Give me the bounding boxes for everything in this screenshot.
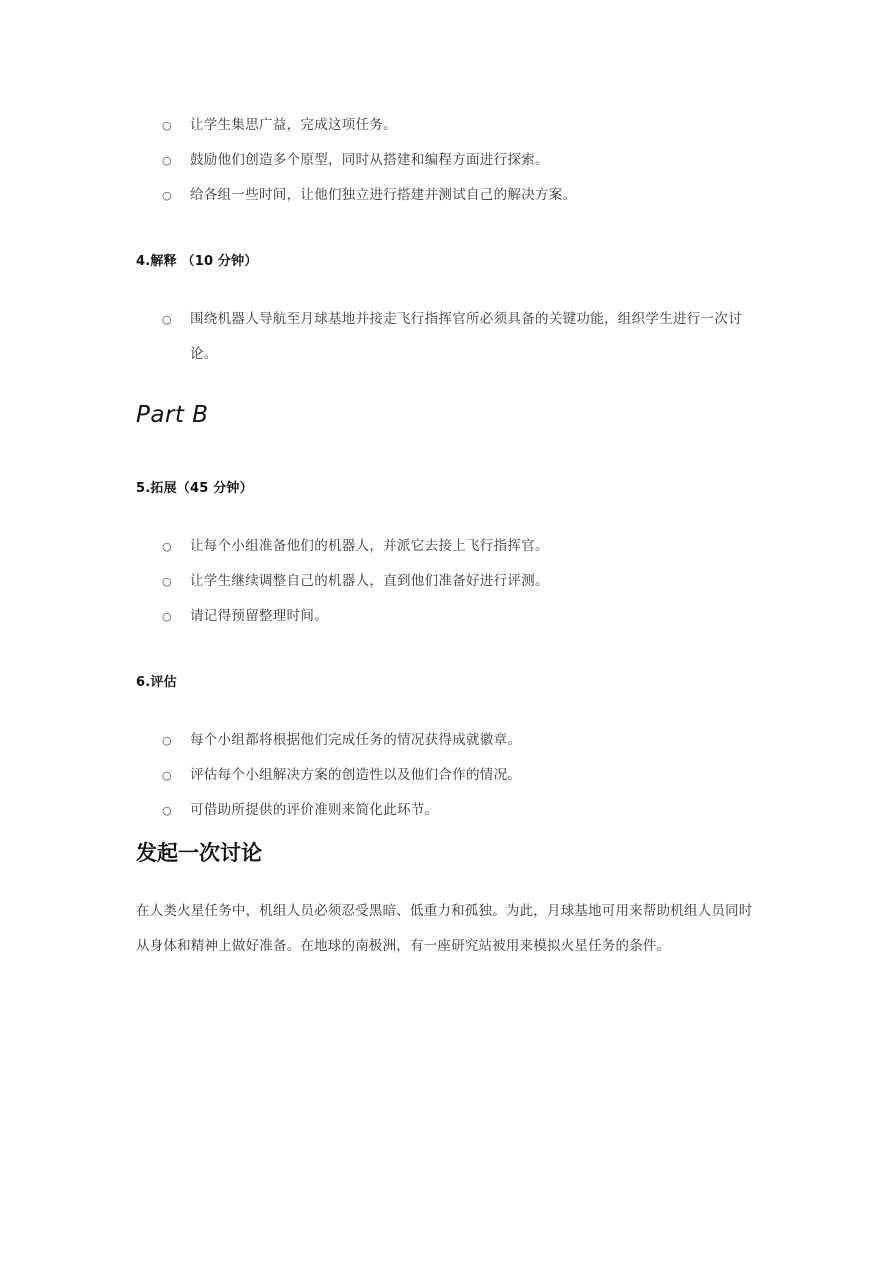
list-item [162, 529, 762, 564]
list-item [162, 302, 762, 372]
bullet-circle-icon: ○ [162, 154, 172, 167]
bullet-circle-icon: ○ [162, 540, 172, 553]
step-5-heading: 5.拓展（45 分钟） [136, 481, 253, 496]
bullet-circle-icon: ○ [162, 575, 172, 588]
bullet-circle-icon: ○ [162, 313, 172, 326]
discussion-heading: 发起一次讨论 [136, 841, 262, 865]
list-item-text: 让每个小组准备他们的机器人，并派它去接上飞行指挥官。 [190, 538, 549, 554]
list-item-text: 请记得预留整理时间。 [190, 608, 328, 624]
bullet-circle-icon: ○ [162, 804, 172, 817]
list-item [162, 564, 762, 599]
list-item [162, 793, 762, 828]
list-item [162, 143, 762, 178]
bullet-circle-icon: ○ [162, 769, 172, 782]
list-item-text: 让学生继续调整自己的机器人，直到他们准备好进行评测。 [190, 573, 549, 589]
bullet-circle-icon: ○ [162, 119, 172, 132]
list-item-text: 鼓励他们创造多个原型，同时从搭建和编程方面进行探索。 [190, 152, 549, 168]
bullet-circle-icon: ○ [162, 189, 172, 202]
list-item-text: 每个小组都将根据他们完成任务的情况获得成就徽章。 [190, 732, 522, 748]
list-item [162, 178, 762, 213]
list-item-text: 围绕机器人导航至月球基地并接走飞行指挥官所必须具备的关键功能，组织学生进行一次讨论。 [190, 311, 742, 362]
list-item-text: 可借助所提供的评价准则来简化此环节。 [190, 802, 439, 818]
list-item-text: 让学生集思广益，完成这项任务。 [190, 117, 397, 133]
discussion-paragraph: 在人类火星任务中，机组人员必须忍受黑暗、低重力和孤独。为此，月球基地可用来帮助机组人员同时从身体和精神上做好准备。在地球的南极洲，有一座研究站被用来模拟火星任务的条件。 [136, 903, 753, 954]
list-item [162, 723, 762, 758]
part-b-heading: Part B [136, 402, 209, 428]
list-item-text: 评估每个小组解决方案的创造性以及他们合作的情况。 [190, 767, 522, 783]
step-6-heading: 6.评估 [136, 675, 177, 690]
list-item-text: 给各组一些时间，让他们独立进行搭建并测试自己的解决方案。 [190, 187, 577, 203]
bullet-circle-icon: ○ [162, 734, 172, 747]
list-item [162, 599, 762, 634]
step-4-heading: 4.解释 （10 分钟） [136, 254, 258, 269]
list-item [162, 108, 762, 143]
list-item [162, 758, 762, 793]
bullet-circle-icon: ○ [162, 610, 172, 623]
